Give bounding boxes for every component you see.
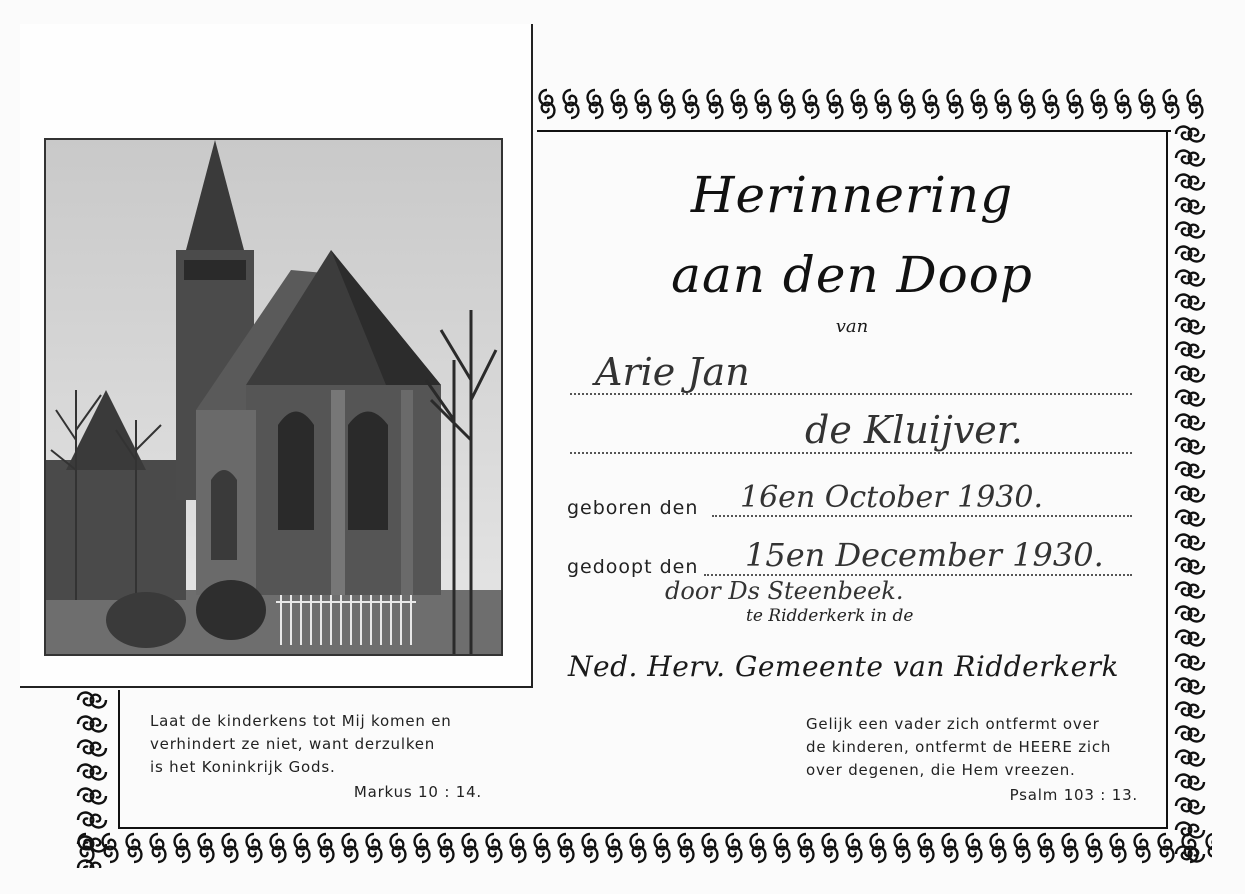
- place-text: te Ridderkerk in de: [746, 606, 914, 626]
- verse-right-reference: Psalm 103 : 13.: [1009, 786, 1138, 804]
- verse-right-line: de kinderen, ontfermt de HEERE zich: [806, 738, 1112, 756]
- name-line-2: [570, 452, 1132, 454]
- verse-left: [150, 710, 482, 804]
- baptized-label: gedoopt den: [567, 556, 699, 578]
- baptized-line: [704, 574, 1132, 576]
- verse-left-line: verhindert ze niet, want derzulken: [150, 735, 436, 753]
- photo-card: [20, 24, 533, 688]
- last-name-handwritten: de Kluijver.: [805, 408, 1023, 452]
- van-label: van: [835, 316, 869, 337]
- certificate-title-line1: Herinnering: [690, 166, 1014, 224]
- verse-right-line: Gelijk een vader zich ontfermt over: [806, 715, 1100, 733]
- baptized-date-handwritten: 15en December 1930.: [745, 536, 1104, 574]
- inner-rule-top: [537, 130, 1171, 132]
- born-line: [712, 515, 1132, 517]
- verse-left-line: Laat de kinderkens tot Mij komen en: [150, 712, 452, 730]
- border-top: [535, 86, 1210, 126]
- verse-right: [806, 713, 1138, 807]
- verse-right-line: over degenen, die Hem vreezen.: [806, 761, 1076, 779]
- church-photo: [44, 138, 503, 656]
- inner-rule-right: [1166, 130, 1168, 828]
- minister-handwritten: door Ds Steenbeek.: [665, 577, 904, 605]
- born-label: geboren den: [567, 497, 699, 519]
- inner-rule-left: [118, 690, 120, 828]
- certificate-title-line2: aan den Doop: [671, 246, 1033, 304]
- church-name: Ned. Herv. Gemeente van Ridderkerk: [568, 650, 1120, 683]
- verse-left-line: is het Koninkrijk Gods.: [150, 758, 336, 776]
- first-name-handwritten: Arie Jan: [595, 350, 750, 394]
- border-bottom: [74, 830, 1212, 870]
- border-right: [1172, 122, 1212, 872]
- verse-left-reference: Markus 10 : 14.: [353, 783, 482, 801]
- inner-rule-bottom: [118, 827, 1168, 829]
- born-date-handwritten: 16en October 1930.: [740, 480, 1044, 515]
